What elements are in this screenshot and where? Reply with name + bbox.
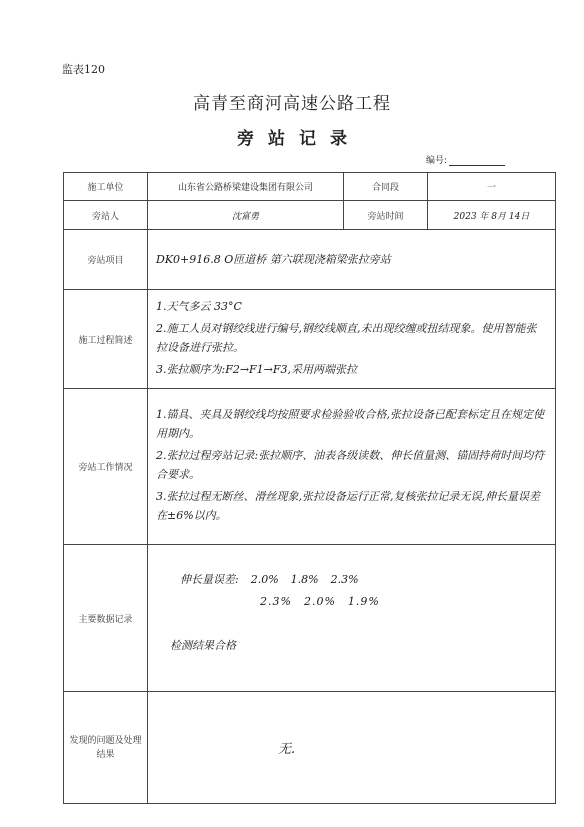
data-value: 2.0% xyxy=(250,573,279,586)
data-label: 主要数据记录 xyxy=(64,545,148,692)
process-line: 3.张拉顺序为:F2→F1→F3,采用两端张拉 xyxy=(156,362,358,376)
table-row xyxy=(64,389,556,545)
data-records xyxy=(148,545,555,691)
data-value: 2.0% xyxy=(303,595,336,608)
issues-value: 无. xyxy=(278,742,296,757)
data-row-1 xyxy=(180,571,371,587)
data-row-2 xyxy=(260,595,392,608)
work-line: 1.锚具、夹具及钢绞线均按照要求检验验收合格,张拉设备已配套标定且在规定使用期内。 xyxy=(156,408,544,440)
data-value: 1.9% xyxy=(347,595,380,608)
table-row xyxy=(64,692,556,804)
unit-label: 施工单位 xyxy=(64,173,148,201)
supervisor-value: 沈富勇 xyxy=(148,201,344,230)
process-label: 施工过程简述 xyxy=(64,290,148,389)
time-label: 旁站时间 xyxy=(344,201,428,230)
serial-line xyxy=(449,156,505,166)
project-label: 旁站项目 xyxy=(64,230,148,290)
process-text xyxy=(148,293,555,386)
work-cell xyxy=(148,389,556,545)
form-number: 监表120 xyxy=(62,63,105,76)
issues-label: 发现的问题及处理结果 xyxy=(64,692,148,804)
data-cell xyxy=(148,545,556,692)
table-row xyxy=(64,173,556,201)
issues-cell xyxy=(148,692,556,804)
unit-value: 山东省公路桥梁建设集团有限公司 xyxy=(148,173,344,201)
record-table xyxy=(63,172,556,804)
contract-value: 一 xyxy=(428,173,556,201)
process-line: 1.天气多云 33°C xyxy=(156,299,242,313)
work-text xyxy=(148,401,555,532)
contract-label: 合同段 xyxy=(344,173,428,201)
project-value: DK0+916.8 O匝道桥 第六联现浇箱梁张拉旁站 xyxy=(156,253,391,266)
work-line: 3.张拉过程无断丝、滑丝现象,张拉设备运行正常,复核张拉记录无误,伸长量误差在±6%以内。 xyxy=(156,490,540,522)
supervisor-label: 旁站人 xyxy=(64,201,148,230)
data-value: 2.3% xyxy=(330,573,359,586)
table-row xyxy=(64,230,556,290)
data-prefix: 伸长量误差: xyxy=(180,573,239,586)
data-value: 1.8% xyxy=(290,573,319,586)
serial-label: 编号: xyxy=(426,156,448,166)
time-value: 2023 年 8月 14日 xyxy=(428,201,556,230)
process-cell xyxy=(148,290,556,389)
data-value: 2.3% xyxy=(260,595,292,608)
table-row xyxy=(64,201,556,230)
work-label: 旁站工作情况 xyxy=(64,389,148,545)
page-title: 高青至商河高速公路工程 xyxy=(193,94,391,114)
project-cell xyxy=(148,230,556,290)
serial-number xyxy=(426,153,505,166)
page-subtitle: 旁站记录 xyxy=(237,129,361,149)
work-line: 2.张拉过程旁站记录:张拉顺序、油表各级读数、伸长值量测、锚固持荷时间均符合要求。 xyxy=(156,449,545,481)
table-row xyxy=(64,290,556,389)
process-line: 2.施工人员对钢绞线进行编号,钢绞线顺直,未出现绞缠或扭结现象。使用智能张拉设备进行张拉。 xyxy=(156,321,537,354)
data-conclusion: 检测结果合格 xyxy=(170,639,236,652)
table-row xyxy=(64,545,556,692)
